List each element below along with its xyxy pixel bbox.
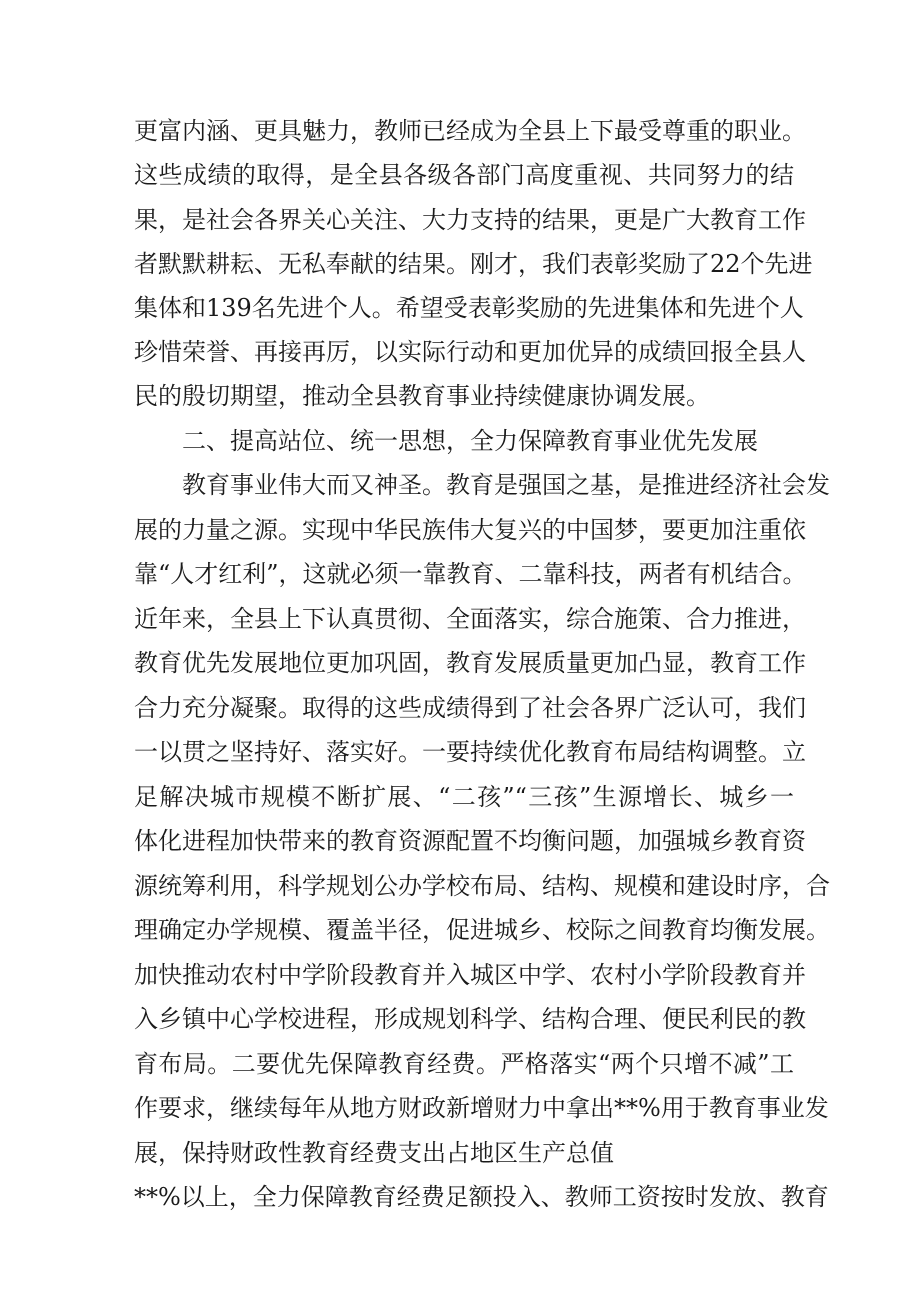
- paragraph-2-line-15: 作要求，继续每年从地方财政新增财力中拿出**%用于教育事业发: [134, 1094, 829, 1122]
- paragraph-2-line-17: **%以上，全力保障教育经费足额投入、教师工资按时发放、教育: [134, 1183, 829, 1211]
- paragraph-1-line-1: 更富内涵、更具魅力，教师已经成为全县上下最受尊重的职业。: [134, 117, 806, 145]
- paragraph-2-line-2: 展的力量之源。实现中华民族伟大复兴的中国梦，要更加注重依: [134, 516, 806, 544]
- paragraph-1-line-6: 珍惜荣誉、再接再厉，以实际行动和更加优异的成绩回报全县人: [134, 338, 806, 366]
- paragraph-2-line-16: 展，保持财政性教育经费支出占地区生产总值: [134, 1139, 614, 1167]
- paragraph-2-line-6: 合力充分凝聚。取得的这些成绩得到了社会各界广泛认可，我们: [134, 694, 806, 722]
- paragraph-2-line-12: 加快推动农村中学阶段教育并入城区中学、农村小学阶段教育并: [134, 961, 806, 989]
- paragraph-2-line-10: 源统筹利用，科学规划公办学校布局、结构、规模和建设时序，合: [134, 872, 830, 900]
- paragraph-2-line-1: 教育事业伟大而又神圣。教育是强国之基，是推进经济社会发: [182, 471, 830, 499]
- paragraph-2-line-9: 体化进程加快带来的教育资源配置不均衡问题，加强城乡教育资: [134, 827, 806, 855]
- paragraph-2-line-8: 足解决城市规模不断扩展、“二孩”“三孩”生源增长、城乡一: [134, 783, 794, 811]
- paragraph-2-line-7: 一以贯之坚持好、落实好。一要持续优化教育布局结构调整。立: [134, 738, 806, 766]
- paragraph-1-line-5: 集体和139名先进个人。希望受表彰奖励的先进集体和先进个人: [134, 294, 804, 322]
- paragraph-1-line-2: 这些成绩的取得，是全县各级各部门高度重视、共同努力的结: [134, 161, 794, 189]
- paragraph-2-line-11: 理确定办学规模、覆盖半径，促进城乡、校际之间教育均衡发展。: [134, 916, 830, 944]
- paragraph-1-line-4: 者默默耕耘、无私奉献的结果。刚才，我们表彰奖励了22个先进: [134, 250, 813, 278]
- paragraph-2-line-14: 育布局。二要优先保障教育经费。严格落实“两个只增不减”工: [134, 1050, 794, 1078]
- paragraph-2-line-4: 近年来，全县上下认真贯彻、全面落实，综合施策、合力推进，: [134, 605, 806, 633]
- paragraph-2-line-13: 入乡镇中心学校进程，形成规划科学、结构合理、便民利民的教: [134, 1005, 806, 1033]
- paragraph-2-line-5: 教育优先发展地位更加巩固，教育发展质量更加凸显，教育工作: [134, 649, 806, 677]
- paragraph-1-line-3: 果，是社会各界关心关注、大力支持的结果，更是广大教育工作: [134, 206, 806, 234]
- paragraph-2-line-3: 靠“人才红利”，这就必须一靠教育、二靠科技，两者有机结合。: [134, 560, 807, 588]
- section-heading: 二、提高站位、统一思想，全力保障教育事业优先发展: [182, 427, 758, 455]
- paragraph-1-line-7: 民的殷切期望，推动全县教育事业持续健康协调发展。: [134, 382, 710, 410]
